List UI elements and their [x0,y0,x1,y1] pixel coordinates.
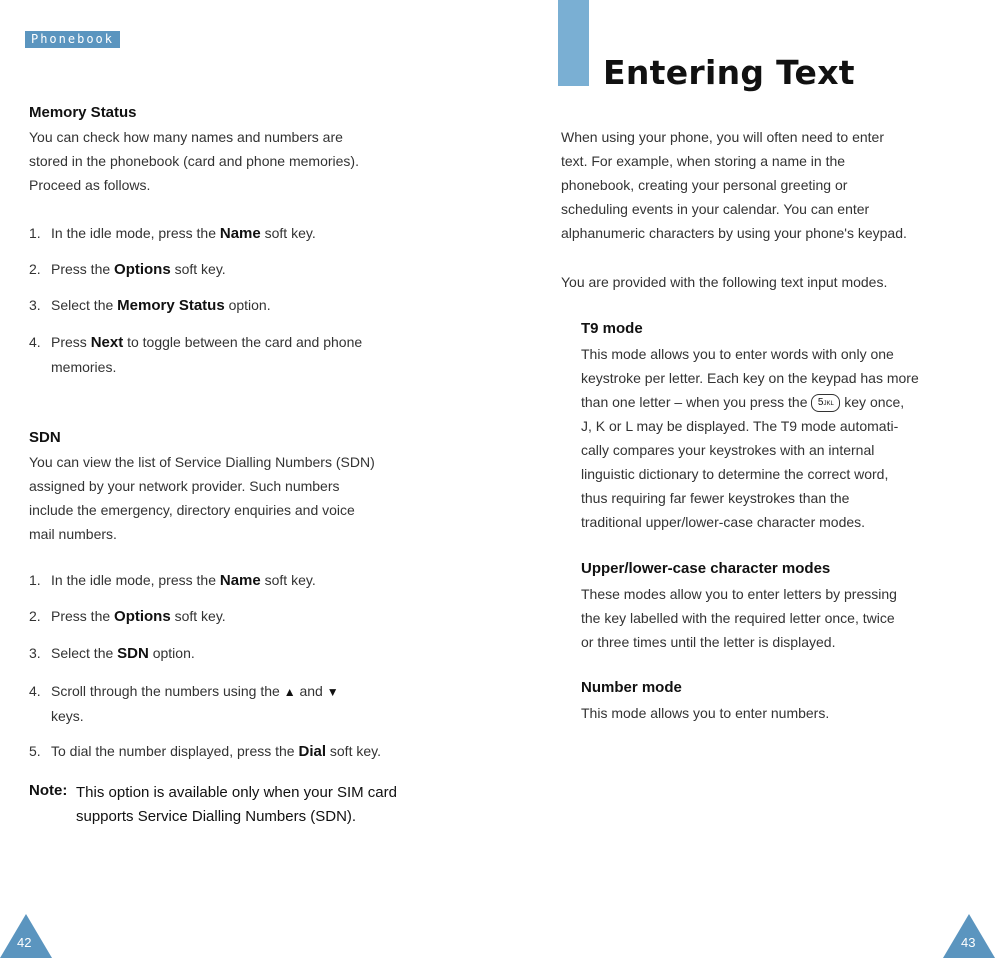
modes-intro [561,270,887,294]
down-arrow-icon: ▼ [326,685,339,699]
intro-line: mail numbers. [29,526,117,542]
intro-line: scheduling events in your calendar. You can enter [561,201,870,217]
t9-line: cally compares your keystrokes with an internal [581,442,875,458]
intro-line: Proceed as follows. [29,177,151,193]
memory-status-heading: Memory Status [29,104,137,121]
note-line: supports Service Dialling Numbers (SDN). [76,808,357,825]
intro-line: You can check how many names and numbers are [29,129,343,145]
step-number: 3. [29,297,41,313]
memory-step-4 [29,330,362,379]
t9-line: This mode allows you to enter words with only one [581,346,894,362]
intro-line: phonebook, creating your personal greeting or [561,177,848,193]
number-mode-heading: Number mode [581,679,682,696]
step-key-name: Dial [298,743,326,760]
intro-line: When using your phone, you will often need to enter [561,129,884,145]
step-key-name: Name [219,572,261,589]
step-text: Select the [51,645,118,661]
intro-line: text. For example, when storing a name in the [561,153,846,169]
step-text: soft key. [260,572,316,588]
upper-line: These modes allow you to enter letters by pressing [581,586,897,602]
note-label: Note: [29,782,68,799]
step-text: to toggle between the card and phone [123,334,363,350]
number-line: This mode allows you to enter numbers. [581,705,830,721]
step-text: soft key. [170,608,226,624]
intro-line: You can view the list of Service Dialling Numbers (SDN) [29,454,375,470]
number-mode-description [581,701,829,725]
intro-line: assigned by your network provider. Such numbers [29,478,340,494]
upper-lower-description [581,582,897,654]
sdn-step-4 [29,679,339,728]
intro-line: include the emergency, directory enquiries and voice [29,502,355,518]
step-text: Press [51,334,91,350]
modes-intro-line: You are provided with the following text input modes. [561,274,888,290]
t9-line: keystroke per letter. Each key on the keypad has more [581,370,919,386]
note-line: This option is available only when your SIM card [76,784,397,801]
memory-step-3 [29,293,271,318]
step-key-name: Options [114,608,171,625]
step-number: 5. [29,743,41,759]
step-text: Press the [51,261,115,277]
intro-line: alphanumeric characters by using your phone's keypad. [561,225,907,241]
note-text [76,781,397,829]
memory-status-intro [29,125,359,197]
t9-description [581,342,919,534]
step-key-name: Memory Status [117,297,225,314]
step-continuation: memories. [51,359,117,375]
page-number-left: 42 [17,935,32,950]
step-number: 4. [29,683,41,699]
t9-line [581,390,919,414]
t9-line-text: than one letter – when you press the [581,394,812,410]
step-text: Scroll through the numbers using the [51,683,284,699]
t9-line: thus requiring far fewer keystrokes than the [581,490,850,506]
sdn-step-5 [29,739,381,764]
page-title: Entering Text [603,53,855,92]
step-number: 3. [29,645,41,661]
t9-line: traditional upper/lower-case character modes. [581,514,866,530]
step-number: 2. [29,261,41,277]
intro-line: stored in the phonebook (card and phone memories). [29,153,359,169]
step-text: soft key. [260,225,316,241]
entering-text-intro [561,125,907,245]
section-tag: Phonebook [25,31,120,48]
t9-line-text: key once, [840,394,905,410]
upper-lower-heading: Upper/lower-case character modes [581,560,831,577]
upper-line: or three times until the letter is displayed. [581,634,836,650]
step-text: Press the [51,608,115,624]
step-number: 2. [29,608,41,624]
key-5-icon [811,394,840,412]
t9-heading: T9 mode [581,320,643,337]
step-continuation: keys. [51,708,84,724]
sdn-intro [29,450,375,546]
upper-line: the key labelled with the required letter once, twice [581,610,895,626]
sdn-step-1 [29,568,316,593]
key-5-label: 5 [817,397,824,409]
step-key-name: Name [219,225,261,242]
step-number: 1. [29,572,41,588]
memory-step-2 [29,257,226,282]
step-text: option. [224,297,271,313]
t9-line: J, K or L may be displayed. The T9 mode automati- [581,418,899,434]
page-number-right: 43 [961,935,976,950]
title-accent-bar [558,0,589,86]
step-number: 4. [29,334,41,350]
step-text: and [295,683,327,699]
t9-line: linguistic dictionary to determine the correct word, [581,466,889,482]
step-text: To dial the number displayed, press the [51,743,299,759]
step-key-name: Options [114,261,171,278]
memory-step-1 [29,221,316,246]
sdn-heading: SDN [29,429,61,446]
step-text: Select the [51,297,118,313]
step-text: In the idle mode, press the [51,225,220,241]
up-arrow-icon: ▲ [283,685,296,699]
step-key-name: SDN [117,645,149,662]
key-5-letters: JKL [823,401,834,408]
step-number: 1. [29,225,41,241]
step-text: soft key. [170,261,226,277]
step-key-name: Next [90,334,124,351]
sdn-step-2 [29,604,226,629]
step-text: soft key. [326,743,381,759]
step-text: option. [148,645,195,661]
step-text: In the idle mode, press the [51,572,220,588]
sdn-step-3 [29,641,195,666]
